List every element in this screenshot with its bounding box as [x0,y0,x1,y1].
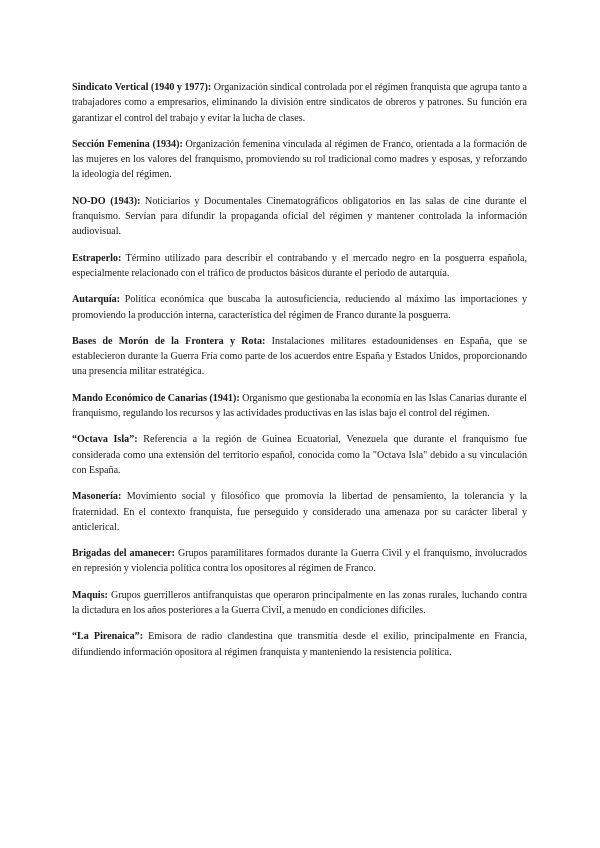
entry-definition: Emisora de radio clandestina que transmitía desde el exilio, principalmente en Francia, difundiendo información opositora al régimen franquista y manteniendo la resistencia política. [72,631,527,658]
glossary-entry-brigadas-amanecer [72,546,527,577]
entry-term: NO-DO (1943): [72,195,141,207]
entry-definition: Grupos paramilitares formados durante la Guerra Civil y el franquismo, involucrados en represión y violencia política contra los opositores al régimen de Franco. [72,548,527,575]
entry-term: Brigadas del amanecer: [72,548,175,560]
entry-definition: Movimiento social y filosófico que promovía la libertad de pensamiento, la tolerancia y la fraternidad. En el contexto franquista, fue perseguido y considerado una amenaza por su carácter liberal y anticlerical. [72,491,528,533]
entry-definition: Política económica que buscaba la autosuficiencia, reduciendo al máximo las importaciones y promoviendo la producción interna, característica del régimen de Franco durante la posguerra. [72,294,528,321]
entry-term: “Octava Isla”: [72,434,138,446]
entry-term: Bases de Morón de la Frontera y Rota: [72,335,266,347]
entry-definition: Organismo que gestionaba la economía en las Islas Canarias durante el franquismo, regulando los recursos y las actividades productivas en las islas bajo el control del régimen. [72,392,527,420]
entry-definition: Organización sindical controlada por el régimen franquista que agrupa tanto a trabajadores como a empresarios, eliminando la división entre sindicatos de obreros y patrones. Su función era garantizar el control del trabajo y evitar la lucha de clases. [72,82,528,124]
glossary-entry-mando-economico-canarias [72,391,527,422]
entry-term: Maquis: [72,589,108,601]
entry-definition: Noticiarios y Documentales Cinematográficos obligatorios en las salas de cine durante el franquismo. Servían para difundir la propaganda oficial del régimen y mantener controlada la información audiovisual. [72,195,527,238]
glossary-entry-bases-moron-rota [72,334,527,380]
entry-term: Sindicato Vertical (1940 y 1977): [72,82,212,93]
glossary-entry-no-do [72,194,527,240]
glossary-entry-autarquia [72,292,527,323]
entry-term: Autarquía: [72,294,121,306]
document-page [72,80,527,671]
glossary-entry-la-pirenaica [72,629,527,660]
entry-term: Sección Femenina (1934): [72,138,183,150]
entry-term: “La Pirenaica”: [72,631,144,643]
glossary-entry-maquis [72,588,527,619]
entry-definition: Organización femenina vinculada al régimen de Franco, orientada a la formación de las mujeres en los valores del franquismo, promoviendo su rol tradicional como madres y esposas, y reforzando la ideología del régimen. [72,138,527,181]
entry-definition: Instalaciones militares estadounidenses en España, que se establecieron durante la Guerra Fría como parte de los acuerdos entre España y Estados Unidos, proporcionando una presencia militar estratégica. [72,335,527,378]
entry-definition: Referencia a la región de Guinea Ecuatorial, Venezuela que durante el franquismo fue considerada como una extensión del territorio español, conocida como la "Octava Isla" debido a su vinculación con España. [72,434,527,476]
entry-term: Estraperlo: [72,252,122,264]
entry-definition: Grupos guerrilleros antifranquistas que operaron principalmente en las zonas rurales, luchando contra la dictadura en los años posteriores a la Guerra Civil, a menudo en condiciones difíciles. [72,589,527,617]
glossary-entry-octava-isla [72,432,527,478]
entry-term: Masonería: [72,491,122,503]
entry-term: Mando Económico de Canarias (1941): [72,392,240,404]
glossary-entry-masoneria [72,489,527,535]
glossary-entry-seccion-femenina [72,137,527,183]
glossary-entry-estraperlo [72,251,527,282]
glossary-entry-sindicato-vertical [72,80,527,126]
entry-definition: Término utilizado para describir el contrabando y el mercado negro en la posguerra española, especialmente relacionado con el tráfico de productos básicos durante el periodo de autarquía. [72,252,527,279]
